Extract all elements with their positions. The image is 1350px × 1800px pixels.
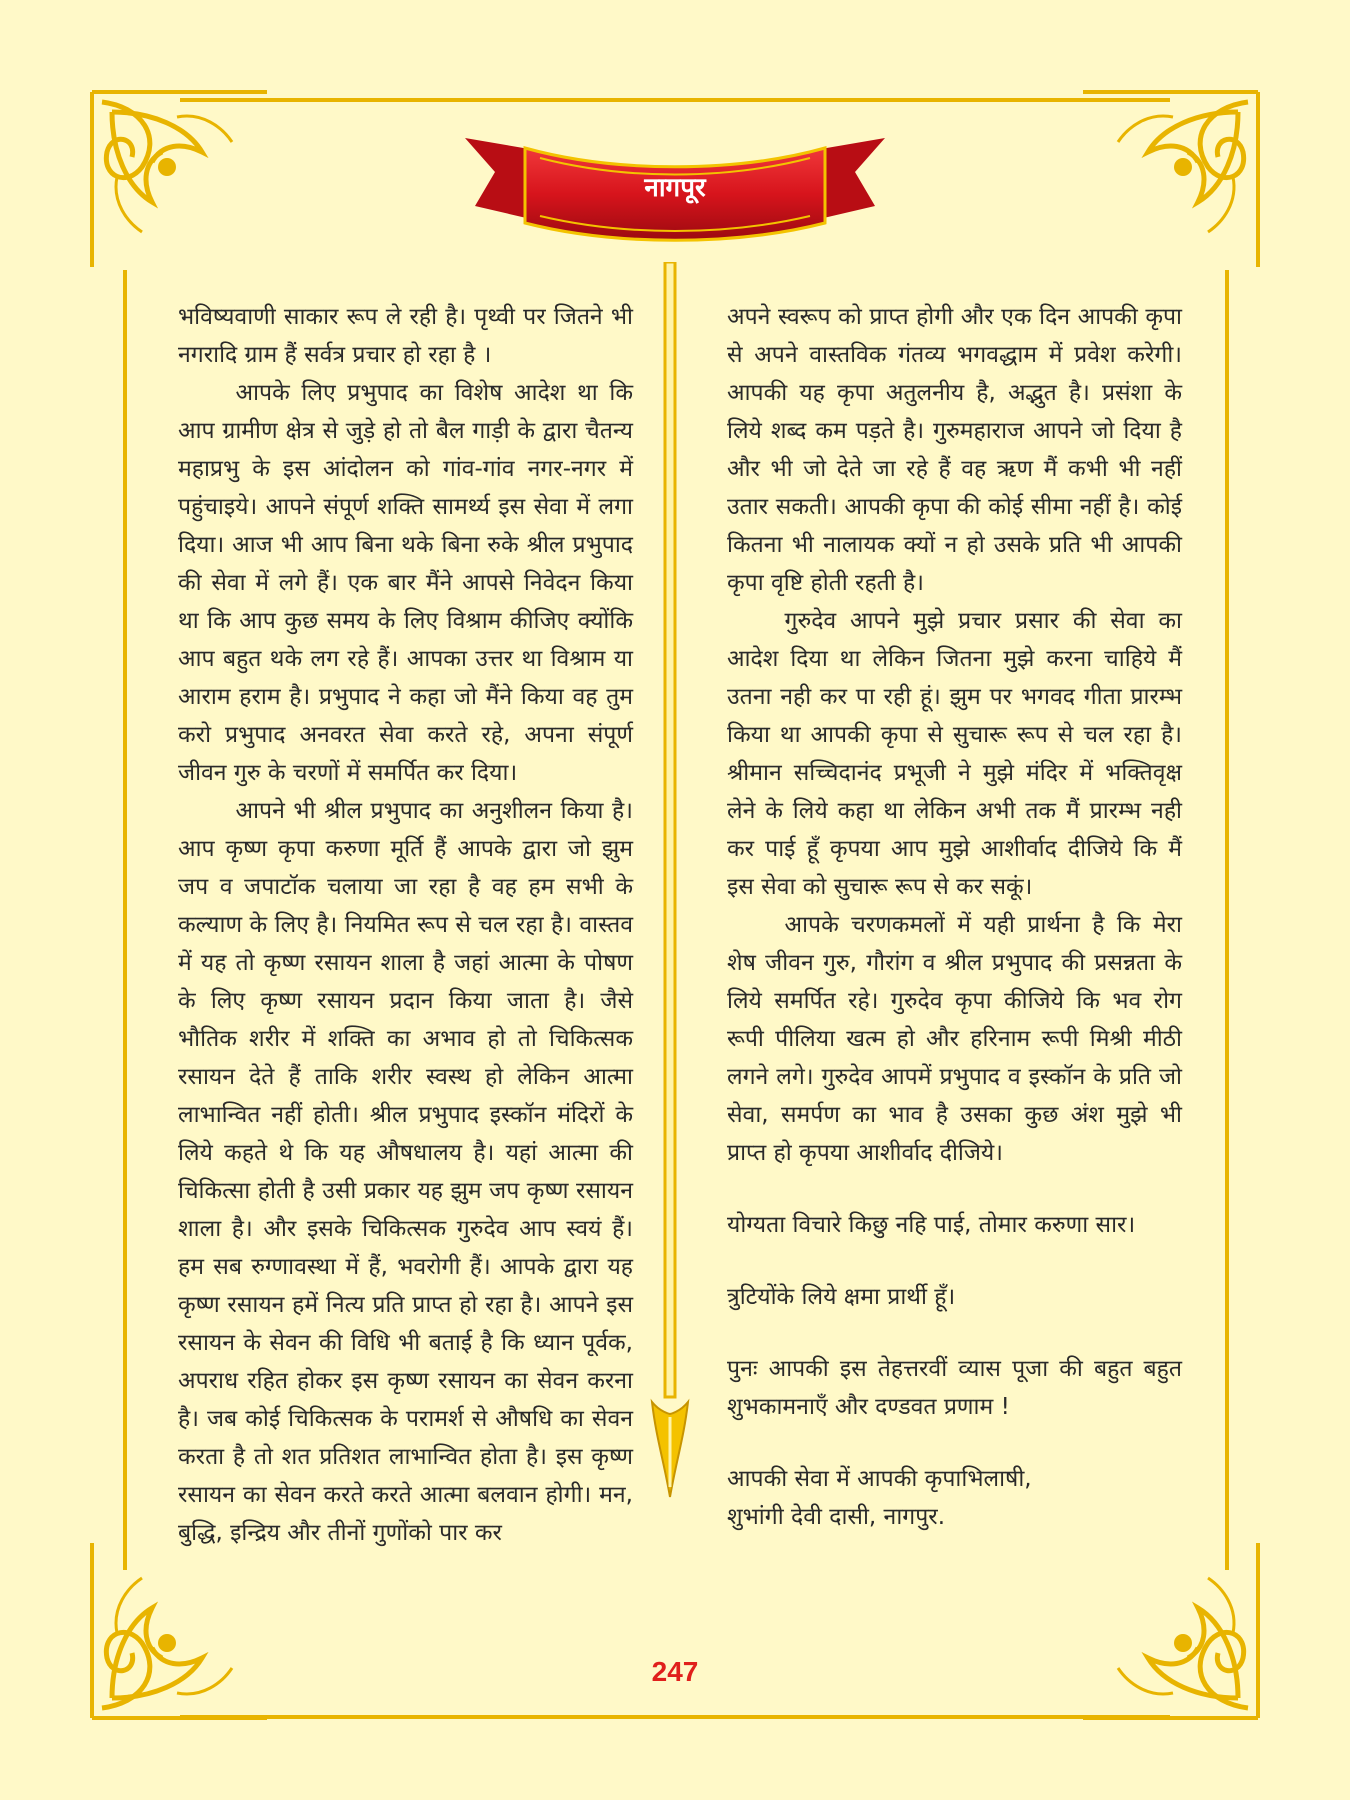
title-ribbon-banner <box>465 128 885 248</box>
frame-bottom-line <box>180 1715 1170 1719</box>
column-divider <box>650 262 690 1502</box>
verse-line: योग्यता विचारे किछु नहि पाई, तोमार करुणा सार। <box>727 1212 1136 1238</box>
right-text-column <box>727 298 1182 1536</box>
apology-line: त्रुटियोंके लिये क्षमा प्रार्थी हूँ। <box>727 1284 956 1310</box>
signoff-line-2: शुभांगी देवी दासी, नागपुर. <box>727 1504 946 1530</box>
frame-right-line <box>1225 270 1229 1570</box>
right-paragraph-2: गुरुदेव आपने मुझे प्रचार प्रसार की सेवा का आदेश दिया था लेकिन जितना मुझे करना चाहिये मैं उतना नही कर पा रही हूं। झुम पर भगवद गीता प्रारम्भ किया था आपकी कृपा से सुचारू रूप से चल रहा है। श्रीमान सच्चिदानंद प्रभूजी ने मुझे मंदिर में भक्तिवृक्ष लेने के लिये कहा था लेकिन अभी तक मैं प्रारम्भ नही कर पाई हूँ कृपया आप मुझे आशीर्वाद दीजिये कि मैं इस सेवा को सुचारू रूप से कर सकूं। <box>727 608 1182 900</box>
left-paragraph-3: आपने भी श्रील प्रभुपाद का अनुशीलन किया है। आप कृष्ण कृपा करुणा मूर्ति हैं आपके द्वारा जो झुम जप व जपाटॉक चलाया जा रहा है वह हम सभी के कल्याण के लिए है। नियमित रूप से चल रहा है। वास्तव में यह तो कृष्ण रसायन शाला है जहां आत्मा के पोषण के लिए कृष्ण रसायन प्रदान किया जाता है। जैसे भौतिक शरीर में शक्ति का अभाव हो तो चिकित्सक रसायन देते हैं ताकि शरीर स्वस्थ हो लेकिन आत्मा लाभान्वित नहीं होती। श्रील प्रभुपाद इस्कॉन मंदिरों के लिये कहते थे कि यह औषधालय है। यहां आत्मा की चिकित्सा होती है उसी प्रकार यह झुम जप कृष्ण रसायन शाला है। और इसके चिकित्सक गुरुदेव आप स्वयं हैं। हम सब रुग्णावस्था में हैं, भवरोगी हैं। आपके द्वारा यह कृष्ण रसायन हमें नित्य प्रति प्राप्त हो रहा है। आपने इस रसायन के सेवन की विधि भी बताई है कि ध्यान पूर्वक, अपराध रहित होकर इस कृष्ण रसायन का सेवन करना है। जब कोई चिकित्सक के परामर्श से औषधि का सेवन करता है तो शत प्रतिशत लाभान्वित होता है। इस कृष्ण रसायन का सेवन करते करते आत्मा बलवान होगी। मन, बुद्धि, इन्द्रिय और तीनों गुणोंको पार कर <box>178 798 633 1546</box>
corner-ornament-bottom-right <box>1078 1538 1268 1728</box>
left-paragraph-1: भविष्यवाणी साकार रूप ले रही है। पृथ्वी पर जितने भी नगरादि ग्राम हैं सर्वत्र प्रचार हो रहा है । <box>178 304 633 368</box>
page-number: 247 <box>651 1656 699 1687</box>
signoff-line-1: आपकी सेवा में आपकी कृपाभिलाषी, <box>727 1466 1032 1492</box>
right-paragraph-1: अपने स्वरूप को प्राप्त होगी और एक दिन आपकी कृपा से अपने वास्तविक गंतव्य भगवद्धाम में प्रवेश करेगी। आपकी यह कृपा अतुलनीय है, अद्भुत है। प्रसंशा के लिये शब्द कम पड़ते है। गुरुमहाराज आपने जो दिया है और भी जो देते जा रहे हैं वह ऋण मैं कभी भी नहीं उतार सकती। आपकी कृपा की कोई सीमा नहीं है। कोई कितना भी नालायक क्यों न हो उसके प्रति भी आपकी कृपा वृष्टि होती रहती है। <box>727 304 1182 596</box>
left-paragraph-2: आपके लिए प्रभुपाद का विशेष आदेश था कि आप ग्रामीण क्षेत्र से जुड़े हो तो बैल गाड़ी के द्वारा चैतन्य महाप्रभु के इस आंदोलन को गांव-गांव नगर-नगर में पहुंचाइये। आपने संपूर्ण शक्ति सामर्थ्य इस सेवा में लगा दिया। आज भी आप बिना थके बिना रुके श्रील प्रभुपाद की सेवा में लगे हैं। एक बार मैंने आपसे निवेदन किया था कि आप कुछ समय के लिए विश्राम कीजिए क्योंकि आप बहुत थके लग रहे हैं। आपका उत्तर था विश्राम या आराम हराम है। प्रभुपाद ने कहा जो मैंने किया वह तुम करो प्रभुपाद अनवरत सेवा करते रहे, अपना संपूर्ण जीवन गुरु के चरणों में समर्पित कर दिया। <box>178 380 633 786</box>
right-paragraph-3: आपके चरणकमलों में यही प्रार्थना है कि मेरा शेष जीवन गुरु, गौरांग व श्रील प्रभुपाद की प्रसन्नता के लिये समर्पित रहे। गुरुदेव कृपा कीजिये कि भव रोग रूपी पीलिया खत्म हो और हरिनाम रूपी मिश्री मीठी लगने लगे। गुरुदेव आपमें प्रभुपाद व इस्कॉन के प्रति जो सेवा, समर्पण का भाव है उसका कुछ अंश मुझे भी प्राप्त हो कृपया आशीर्वाद दीजिये। <box>727 912 1182 1166</box>
wishes-paragraph: पुनः आपकी इस तेहत्तरवीं व्यास पूजा की बहुत बहुत शुभकामनाएँ और दण्डवत प्रणाम ! <box>727 1356 1182 1420</box>
banner-title: नागपूर <box>644 173 706 203</box>
corner-ornament-bottom-left <box>82 1538 272 1728</box>
frame-top-line <box>180 98 1170 102</box>
corner-ornament-top-left <box>82 82 272 272</box>
frame-left-line <box>123 270 127 1570</box>
corner-ornament-top-right <box>1078 82 1268 272</box>
left-text-column <box>178 298 633 1552</box>
